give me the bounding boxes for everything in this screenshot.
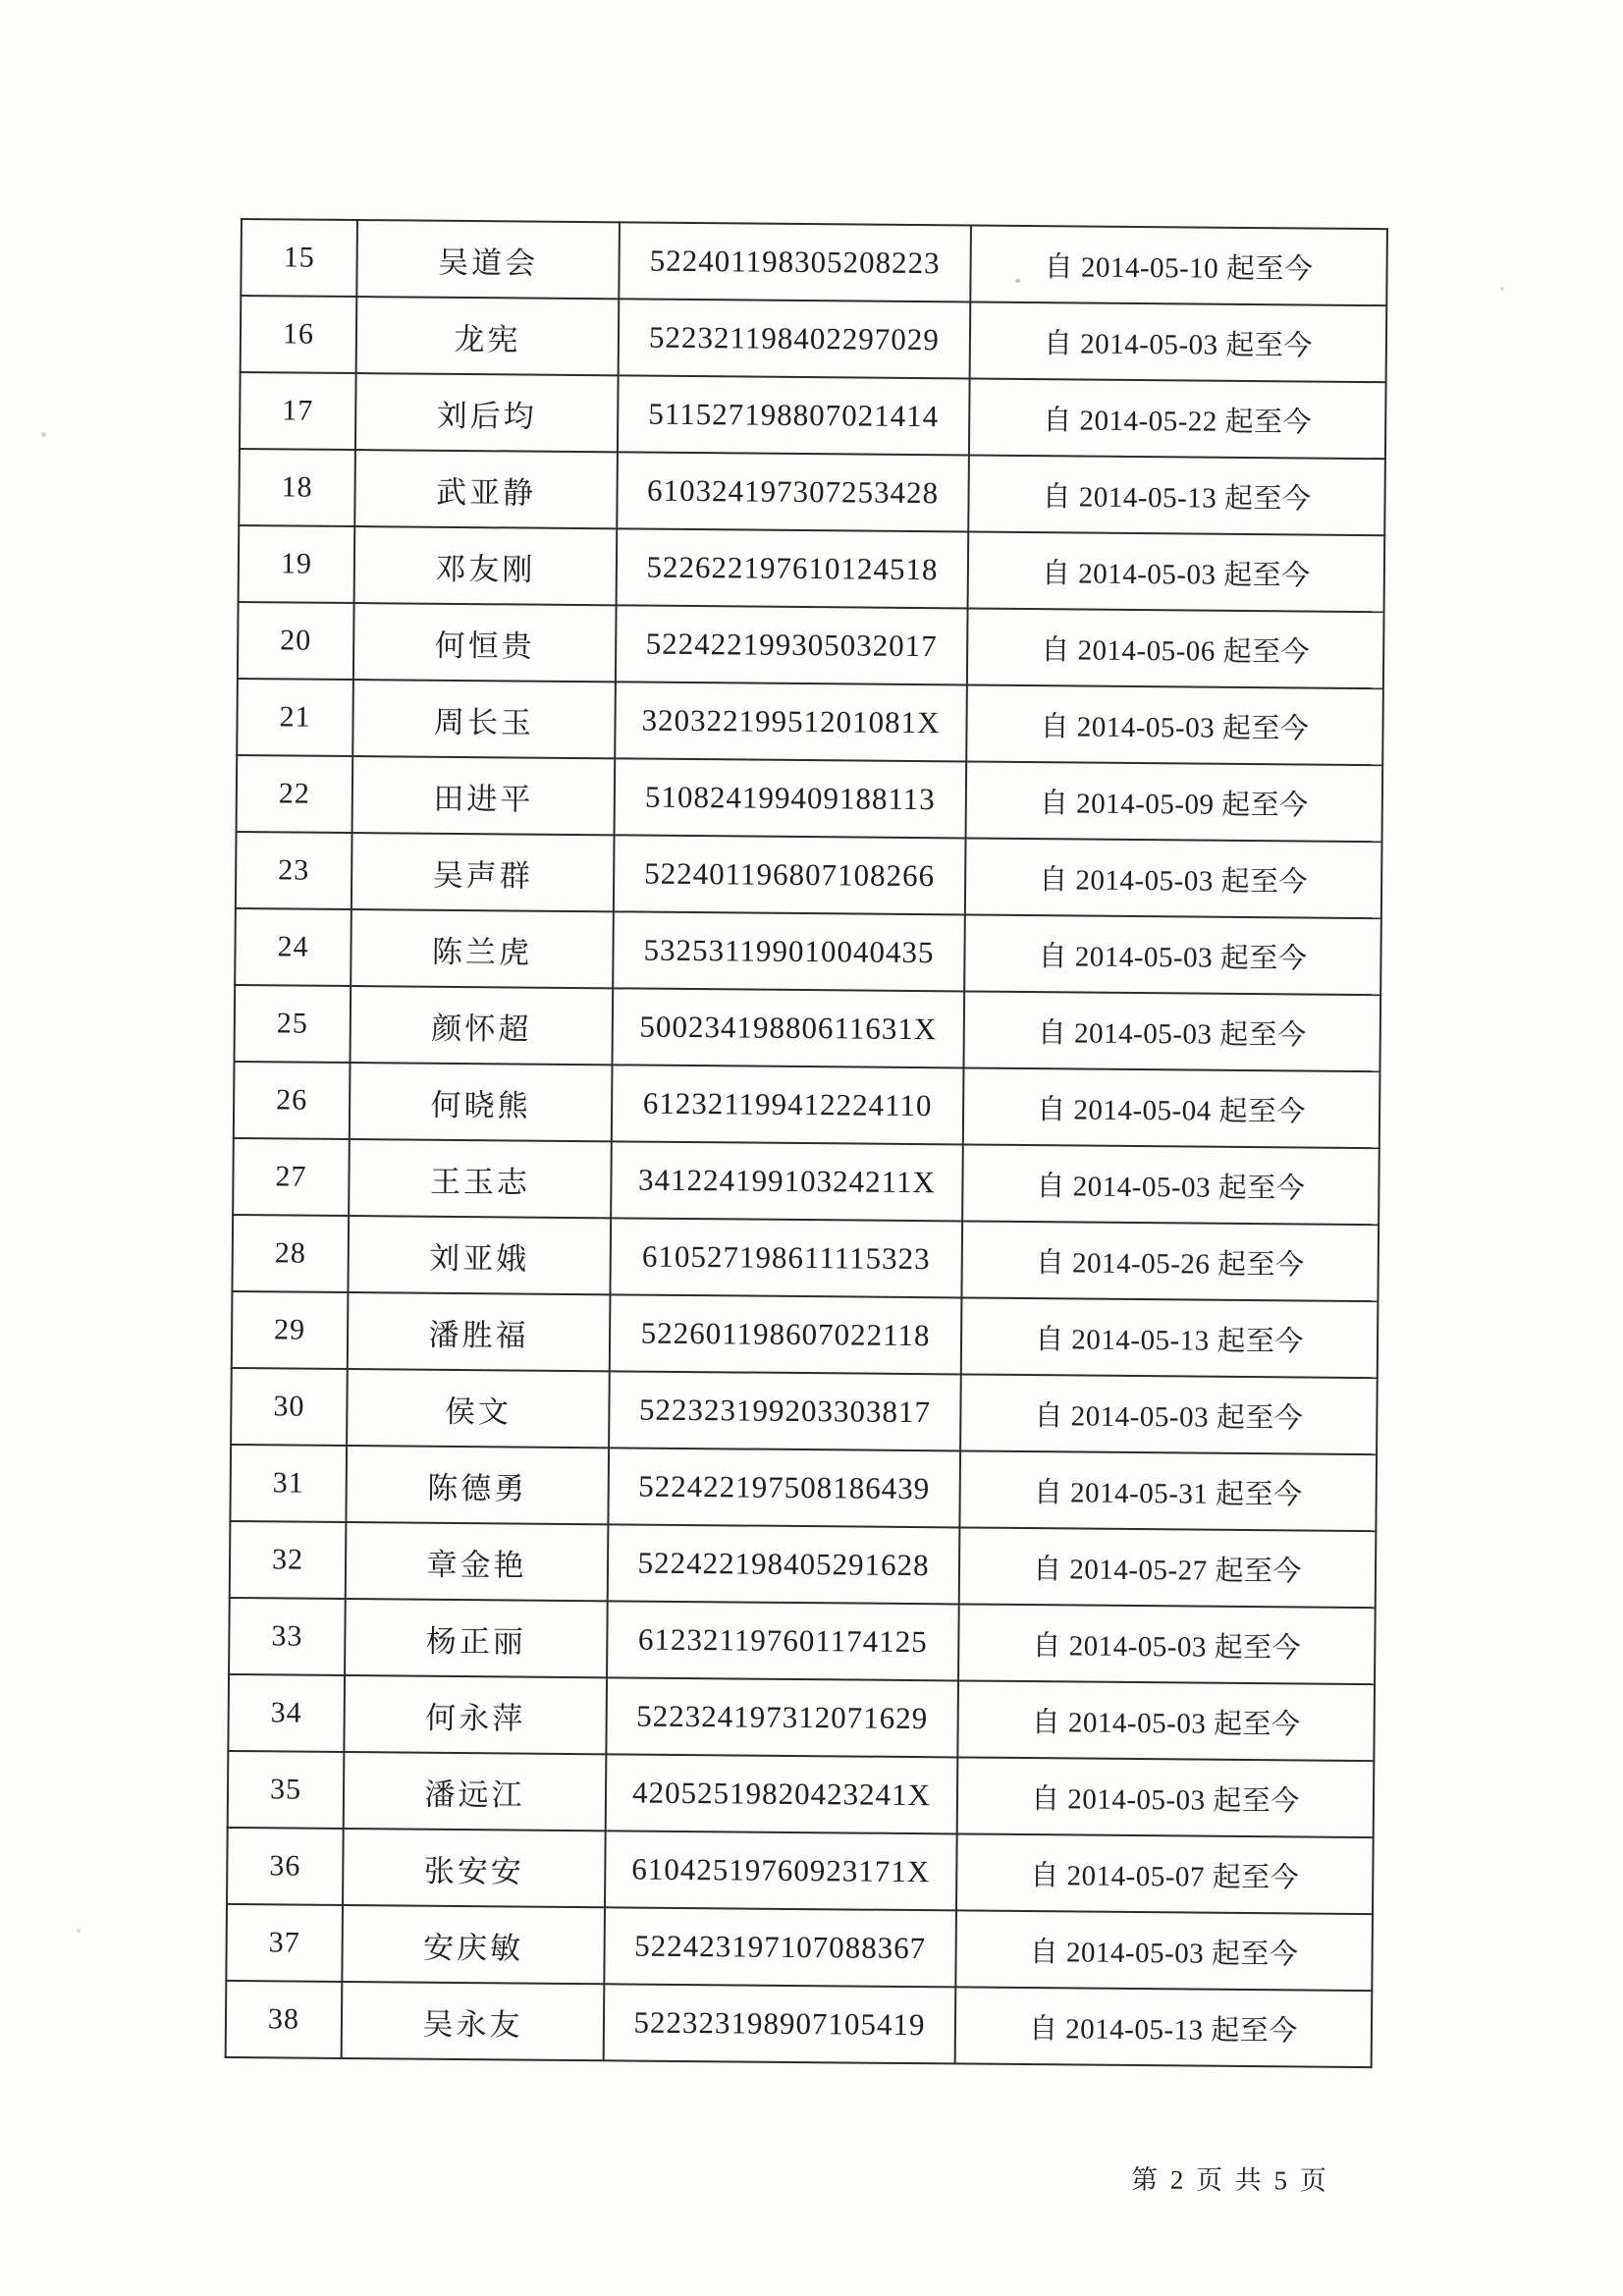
row-number-cell: 37: [226, 1904, 343, 1982]
table-row: [239, 449, 1385, 535]
validity-period-cell: 自 2014-05-04 起至今: [963, 1067, 1380, 1148]
row-number-cell: 21: [237, 679, 353, 756]
validity-period-cell: 自 2014-05-03 起至今: [963, 991, 1380, 1071]
id-number-cell: 61042519760923171X: [605, 1831, 957, 1910]
id-number-cell: 612321197601174125: [607, 1601, 959, 1680]
id-number-cell: 522622197610124518: [617, 528, 969, 608]
name-cell: 吴声群: [352, 833, 615, 911]
name-cell: 杨正丽: [345, 1599, 608, 1677]
id-number-cell: 42052519820423241X: [606, 1754, 958, 1833]
id-number-cell: 522401196807108266: [614, 835, 966, 914]
scan-speck: [1015, 279, 1020, 283]
name-cell: 田进平: [352, 756, 616, 835]
row-number-cell: 19: [239, 525, 355, 603]
row-number-cell: 34: [228, 1674, 345, 1752]
table-row: [228, 1751, 1375, 1837]
validity-period-cell: 自 2014-05-13 起至今: [955, 1987, 1373, 2067]
table-row: [239, 525, 1385, 612]
validity-period-cell: 自 2014-05-03 起至今: [957, 1680, 1375, 1761]
name-cell: 王玉志: [349, 1139, 612, 1218]
row-number-cell: 36: [227, 1828, 344, 1905]
id-number-cell: 532531199010040435: [613, 911, 965, 991]
row-number-cell: 17: [240, 372, 356, 450]
table-row: [232, 1291, 1379, 1378]
validity-period-cell: 自 2014-05-31 起至今: [959, 1450, 1377, 1531]
row-number-cell: 35: [228, 1751, 345, 1829]
id-number-cell: 522601198607022118: [610, 1294, 962, 1374]
name-cell: 周长玉: [352, 680, 616, 758]
table-row: [230, 1445, 1377, 1531]
validity-period-cell: 自 2014-05-09 起至今: [966, 761, 1383, 842]
table-row: [229, 1598, 1376, 1684]
id-number-cell: 522321198402297029: [619, 299, 971, 378]
id-number-cell: 522422199305032017: [616, 605, 968, 684]
table-row: [235, 985, 1381, 1071]
roster-table: [225, 218, 1388, 2068]
validity-period-cell: 自 2014-05-03 起至今: [958, 1604, 1376, 1684]
row-number-cell: 29: [232, 1291, 349, 1369]
table-row: [240, 372, 1386, 459]
name-cell: 张安安: [343, 1829, 606, 1907]
validity-period-cell: 自 2014-05-03 起至今: [960, 1374, 1378, 1454]
name-cell: 颜怀超: [350, 986, 613, 1065]
row-number-cell: 20: [238, 602, 354, 680]
table-row: [236, 832, 1382, 918]
validity-period-cell: 自 2014-05-13 起至今: [961, 1297, 1379, 1378]
row-number-cell: 27: [233, 1138, 350, 1216]
validity-period-cell: 自 2014-05-03 起至今: [965, 838, 1382, 918]
table-row: [241, 296, 1387, 382]
row-number-cell: 38: [226, 1981, 343, 2058]
table-row: [241, 219, 1387, 305]
name-cell: 陈兰虎: [351, 909, 614, 988]
id-number-cell: 32032219951201081X: [615, 682, 967, 761]
row-number-cell: 16: [241, 296, 357, 373]
id-number-cell: 610527198611115323: [610, 1218, 962, 1297]
row-number-cell: 15: [241, 219, 357, 297]
name-cell: 邓友刚: [354, 526, 618, 605]
scan-speck: [41, 432, 46, 437]
validity-period-cell: 自 2014-05-03 起至今: [968, 531, 1385, 612]
name-cell: 潘远江: [344, 1752, 607, 1831]
id-number-cell: 34122419910324211X: [611, 1141, 963, 1221]
table-row: [237, 755, 1383, 842]
table-row: [226, 1904, 1373, 1991]
id-number-cell: 50023419880611631X: [612, 988, 964, 1067]
validity-period-cell: 自 2014-05-03 起至今: [957, 1757, 1375, 1837]
row-number-cell: 26: [234, 1062, 351, 1139]
validity-period-cell: 自 2014-05-03 起至今: [970, 301, 1387, 382]
table-row: [233, 1138, 1380, 1225]
validity-period-cell: 自 2014-05-03 起至今: [955, 1910, 1373, 1991]
row-number-cell: 23: [236, 832, 352, 909]
row-number-cell: 24: [235, 908, 352, 986]
id-number-cell: 610324197307253428: [617, 452, 969, 531]
id-number-cell: 510824199409188113: [615, 758, 967, 838]
validity-period-cell: 自 2014-05-03 起至今: [966, 684, 1383, 765]
validity-period-cell: 自 2014-05-07 起至今: [956, 1833, 1374, 1914]
name-cell: 侯文: [347, 1369, 610, 1448]
table-row: [234, 1062, 1380, 1148]
validity-period-cell: 自 2014-05-03 起至今: [962, 1144, 1380, 1225]
table-row: [227, 1828, 1374, 1914]
table-row: [238, 602, 1384, 688]
name-cell: 陈德勇: [346, 1446, 609, 1524]
name-cell: 武亚静: [354, 450, 618, 528]
name-cell: 吴永友: [342, 1982, 605, 2060]
id-number-cell: 522423197107088367: [604, 1907, 956, 1987]
table-row: [232, 1215, 1379, 1301]
id-number-cell: 522401198305208223: [619, 222, 971, 301]
id-number-cell: 522323199203303817: [609, 1371, 961, 1450]
row-number-cell: 22: [237, 755, 353, 833]
row-number-cell: 33: [229, 1598, 346, 1675]
id-number-cell: 612321199412224110: [612, 1065, 964, 1144]
id-number-cell: 511527198807021414: [618, 375, 970, 455]
table-row: [231, 1368, 1378, 1454]
name-cell: 刘亚娥: [348, 1216, 611, 1294]
name-cell: 章金艳: [346, 1522, 609, 1601]
row-number-cell: 18: [239, 449, 355, 526]
row-number-cell: 28: [232, 1215, 349, 1292]
page-footer: 第 2 页 共 5 页: [1130, 2164, 1329, 2196]
table-row: [228, 1674, 1375, 1761]
validity-period-cell: 自 2014-05-22 起至今: [969, 378, 1386, 459]
table-row: [235, 908, 1381, 995]
row-number-cell: 32: [230, 1521, 347, 1599]
table-row: [237, 679, 1383, 765]
name-cell: 何恒贵: [353, 603, 617, 682]
table-row: [226, 1981, 1373, 2067]
validity-period-cell: 自 2014-05-03 起至今: [964, 914, 1381, 995]
id-number-cell: 522422197508186439: [608, 1448, 960, 1527]
validity-period-cell: 自 2014-05-13 起至今: [968, 455, 1385, 535]
scan-speck: [1500, 287, 1504, 291]
id-number-cell: 522422198405291628: [608, 1524, 960, 1604]
name-cell: 刘后均: [355, 373, 619, 452]
id-number-cell: 522323198907105419: [604, 1984, 956, 2063]
validity-period-cell: 自 2014-05-10 起至今: [970, 225, 1387, 305]
table-row: [230, 1521, 1377, 1608]
scan-speck: [77, 1929, 81, 1933]
name-cell: 何晓熊: [350, 1063, 613, 1141]
name-cell: 安庆敏: [342, 1905, 605, 1984]
row-number-cell: 31: [230, 1445, 347, 1522]
row-number-cell: 30: [231, 1368, 348, 1446]
validity-period-cell: 自 2014-05-26 起至今: [961, 1221, 1379, 1301]
row-number-cell: 25: [235, 985, 352, 1063]
id-number-cell: 522324197312071629: [606, 1677, 958, 1757]
validity-period-cell: 自 2014-05-06 起至今: [967, 608, 1384, 688]
name-cell: 龙宪: [356, 297, 620, 375]
name-cell: 吴道会: [356, 220, 620, 299]
name-cell: 潘胜福: [348, 1292, 611, 1371]
validity-period-cell: 自 2014-05-27 起至今: [959, 1527, 1377, 1608]
name-cell: 何永萍: [344, 1675, 607, 1754]
